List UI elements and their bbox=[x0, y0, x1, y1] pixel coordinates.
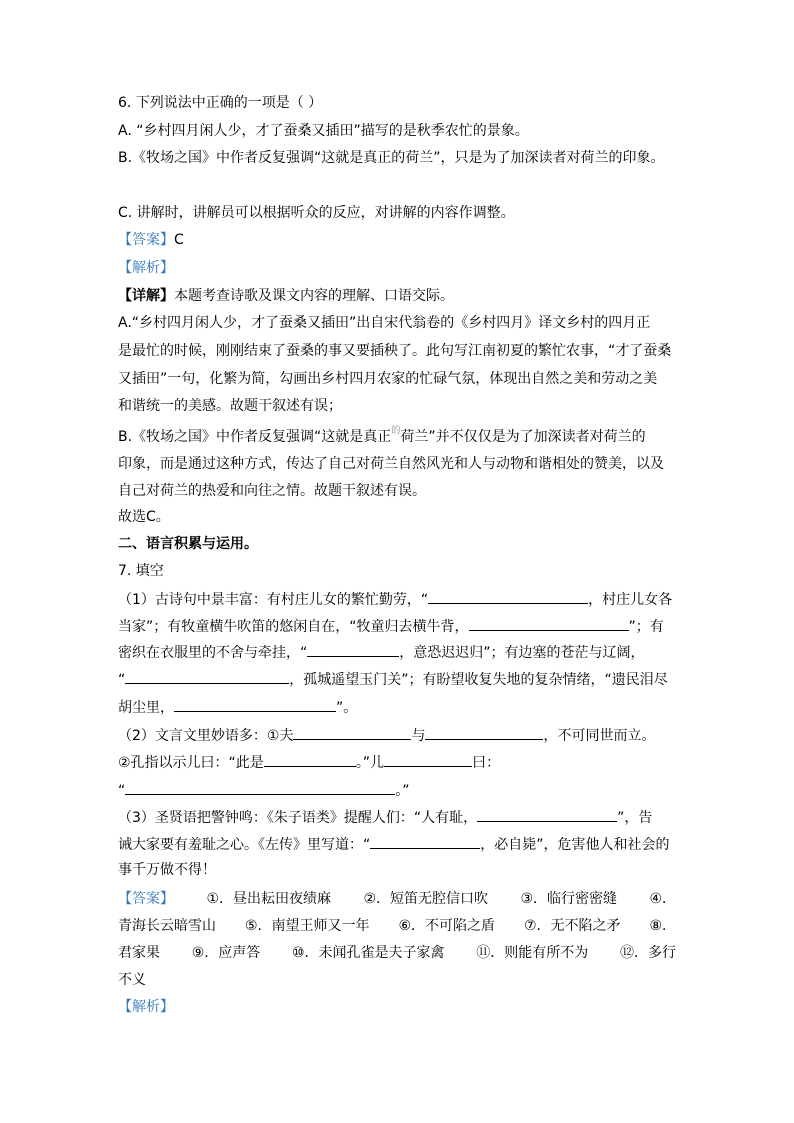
analysis-b-line bbox=[118, 428, 646, 448]
fill-line bbox=[118, 725, 655, 745]
text: 。” bbox=[395, 783, 410, 799]
text: （3）圣贤语把警钟鸣：《朱子语类》提醒人们：“人有耻， bbox=[118, 810, 478, 826]
analysis-a-line: 又插田”一句，化繁为简，勾画出乡村四月农家的忙碌气氛，体现出自然之美和劳动之美 bbox=[118, 371, 658, 387]
fill-line bbox=[118, 589, 672, 609]
q7-analysis-label: 【解析】 bbox=[118, 999, 174, 1015]
q7-stem: 7. 填空 bbox=[118, 563, 164, 579]
text: ，不可同世而立。 bbox=[543, 728, 656, 744]
answer-item: ⑥．不可陷之盾 bbox=[398, 918, 495, 934]
answer-item: ⑪．则能有所不为 bbox=[476, 945, 589, 961]
answer-item: ⑨．应声答 bbox=[191, 945, 261, 961]
text: “ bbox=[118, 783, 126, 799]
answer-blank[interactable] bbox=[477, 807, 617, 822]
answer-item: ③．临行密密缝 bbox=[520, 891, 617, 907]
q6-option-a: A. “乡村四月闲人少，才了蚕桑又插田”描写的是秋季农忙的景象。 bbox=[118, 123, 529, 139]
q6-option-b: B.《牧场之国》中作者反复强调“这就是真正的荷兰”，只是为了加深读者对荷兰的印象。 bbox=[118, 150, 665, 166]
q6-option-c: C. 讲解时，讲解员可以根据听众的反应，对讲解的内容作调整。 bbox=[118, 205, 515, 221]
text: 荷兰”并不仅仅是为了加深读者对荷兰的 bbox=[400, 429, 646, 445]
text: 诫大家要有羞耻之心。《左传》里写道：“ bbox=[118, 837, 371, 853]
fill-line bbox=[118, 834, 670, 854]
text: ，村庄儿女各 bbox=[588, 592, 673, 608]
superscript-char: 的 bbox=[391, 426, 401, 436]
fill-line bbox=[118, 669, 668, 689]
section-title: 二、语言积累与运用。 bbox=[118, 536, 258, 552]
answer-item: ①．昼出耘田夜绩麻 bbox=[206, 891, 331, 907]
answer-item: ⑤．南望王师又一年 bbox=[244, 918, 370, 934]
text: （1）古诗句中景丰富：有村庄儿女的繁忙勤劳，“ bbox=[118, 592, 429, 608]
answer-blank[interactable] bbox=[469, 616, 629, 631]
answer-blank[interactable] bbox=[384, 752, 472, 767]
text: ②孔指以示儿曰：“此是 bbox=[118, 755, 264, 771]
text: ，孤城遥望玉门关”；有盼望收复失地的复杂情绪，“遗民泪尽 bbox=[289, 672, 668, 688]
detail-label: 【详解】 bbox=[118, 288, 174, 304]
text: “ bbox=[118, 672, 126, 688]
text: ”；有 bbox=[628, 619, 664, 635]
text: ”，告 bbox=[617, 810, 653, 826]
q6-stem: 6. 下列说法中正确的一项是（ ） bbox=[118, 95, 323, 111]
answer-blank[interactable] bbox=[264, 752, 356, 767]
answer-label: 【答案】 bbox=[118, 891, 174, 907]
q6-answer bbox=[118, 231, 184, 249]
answer-item: ④． bbox=[649, 891, 676, 907]
text: 与 bbox=[411, 728, 426, 744]
answer-blank[interactable] bbox=[428, 589, 588, 604]
q7-answer-row bbox=[118, 890, 676, 908]
analysis-a-line: 和谐统一的美感。故题干叙述有误； bbox=[118, 398, 342, 414]
text: 胡尘里， bbox=[118, 700, 174, 716]
answer-blank[interactable] bbox=[174, 697, 336, 712]
answer-blank[interactable] bbox=[307, 642, 399, 657]
text: 。”儿 bbox=[355, 755, 385, 771]
analysis-b-line: 自己对荷兰的热爱和向往之情。故题干叙述有误。 bbox=[118, 483, 426, 499]
text: （2）文言文里妙语多：①夫 bbox=[118, 728, 294, 744]
analysis-a-line: A.“乡村四月闲人少，才了蚕桑又插田”出自宋代翁卷的《乡村四月》译文乡村的四月正 bbox=[118, 315, 651, 331]
answer-item: ⑧． bbox=[649, 918, 676, 934]
q6-analysis-label: 【解析】 bbox=[118, 260, 174, 276]
detail-text: 本题考查诗歌及课文内容的理解、口语交际。 bbox=[174, 288, 454, 304]
answer-blank[interactable] bbox=[370, 834, 480, 849]
text: B.《牧场之国》中作者反复强调“这就是真正 bbox=[118, 429, 392, 445]
q7-answer-row bbox=[118, 944, 676, 962]
answer-item: ⑩．未闻孔雀是夫子家禽 bbox=[292, 945, 445, 961]
fill-line bbox=[118, 616, 664, 636]
q7-answer-tail: 不义 bbox=[118, 972, 146, 988]
answer-item: 君家果 bbox=[118, 945, 160, 961]
answer-item: 青海长云暗雪山 bbox=[118, 918, 216, 934]
text: ”。 bbox=[336, 700, 358, 716]
text: 曰： bbox=[472, 755, 501, 771]
fill-line bbox=[118, 807, 652, 827]
answer-item: ⑦．无不陷之矛 bbox=[523, 918, 621, 934]
fill-line bbox=[118, 697, 357, 717]
fill-line bbox=[118, 752, 500, 772]
text: ，必自毙”，危害他人和社会的 bbox=[480, 837, 670, 853]
text: ，意恐迟迟归”；有边塞的苍茫与辽阔， bbox=[399, 645, 645, 661]
text: 当家”；有牧童横牛吹笛的悠闲自在，“牧童归去横牛背， bbox=[118, 619, 469, 635]
answer-blank[interactable] bbox=[125, 669, 289, 684]
fill-line bbox=[118, 642, 645, 662]
answer-blank[interactable] bbox=[125, 780, 395, 795]
q6-detail bbox=[118, 287, 454, 305]
answer-blank[interactable] bbox=[293, 725, 411, 740]
fill-line bbox=[118, 780, 410, 800]
analysis-b-line: 印象，而是通过这种方式，传达了自己对荷兰自然风光和人与动物和谐相处的赞美，以及 bbox=[118, 456, 664, 472]
answer-label: 【答案】 bbox=[118, 232, 174, 248]
answer-item: ⑫．多行 bbox=[620, 945, 676, 961]
answer-item: ②．短笛无腔信口吹 bbox=[363, 891, 488, 907]
analysis-a-line: 是最忙的时候，刚刚结束了蚕桑的事又要插秧了。此句写江南初夏的繁忙农事，“才了蚕桑 bbox=[118, 343, 672, 359]
q7-last-line: 事千万做不得！ bbox=[118, 862, 216, 878]
q7-answer-row bbox=[118, 917, 676, 935]
conclusion: 故选C。 bbox=[118, 509, 170, 525]
answer-blank[interactable] bbox=[425, 725, 543, 740]
answer-value: C bbox=[174, 232, 184, 248]
text: 密织在衣服里的不舍与牵挂，“ bbox=[118, 645, 308, 661]
